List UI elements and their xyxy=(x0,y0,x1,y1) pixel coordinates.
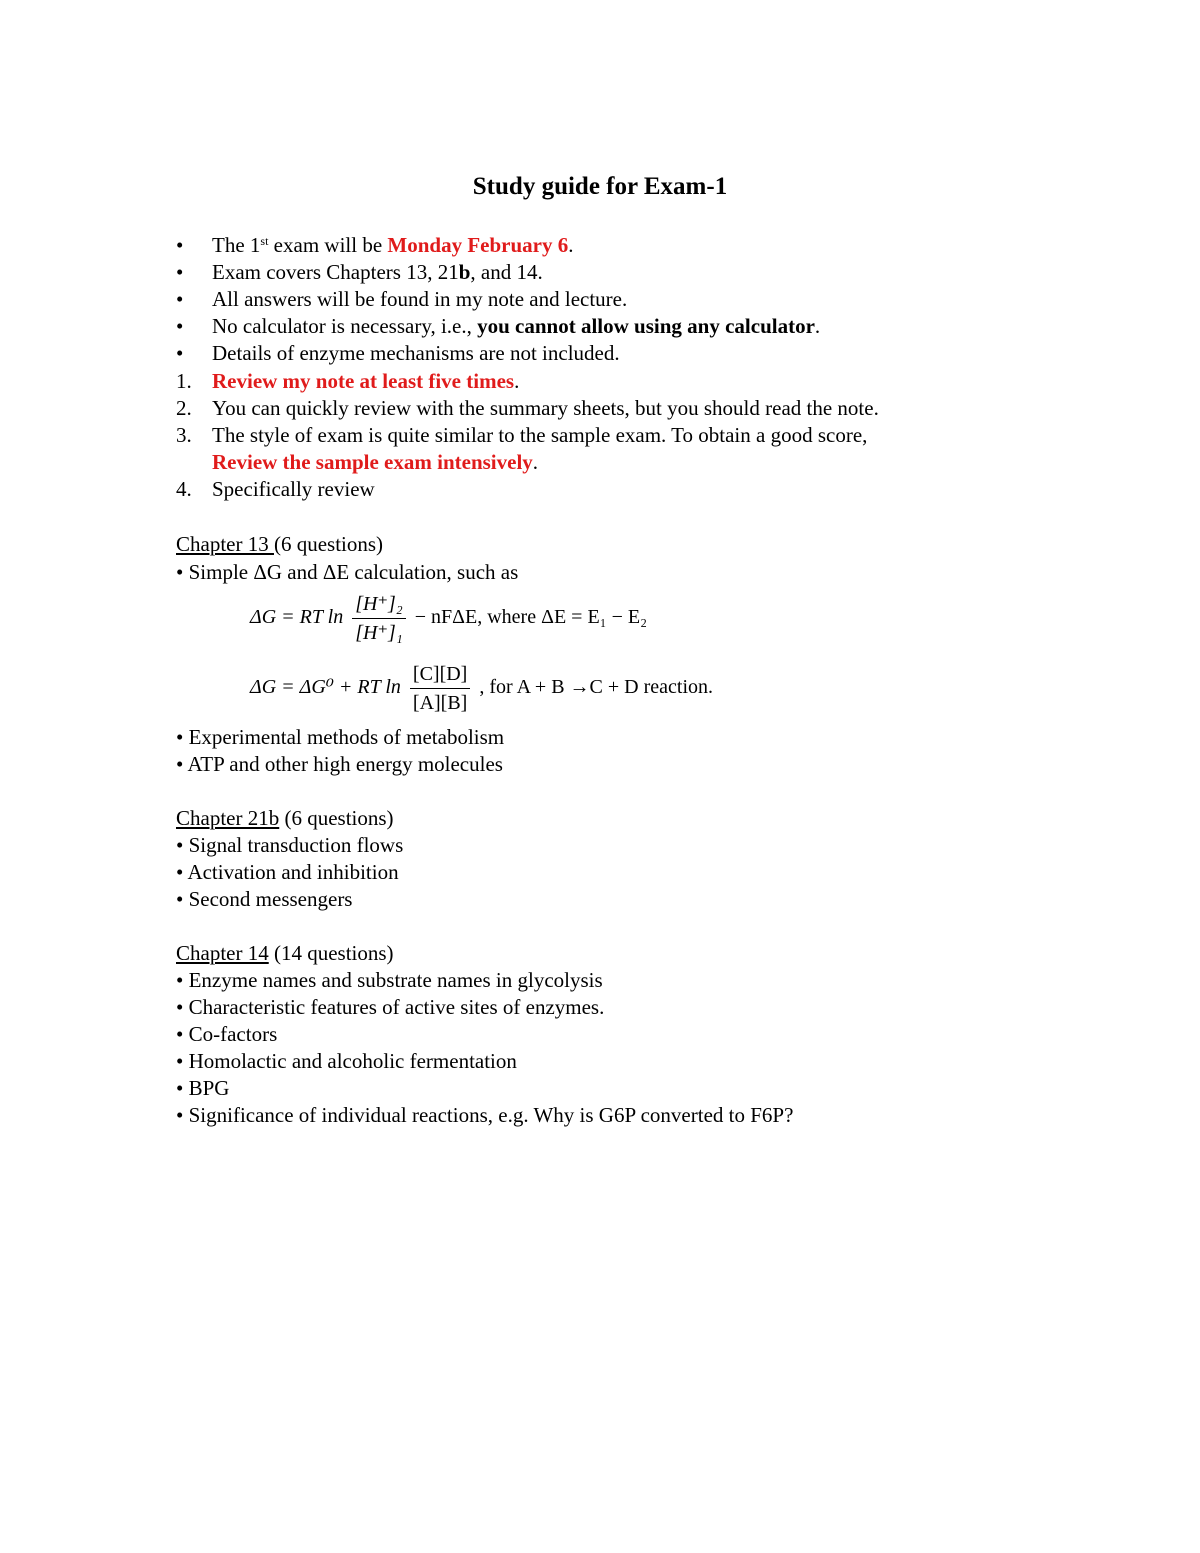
document-page: Study guide for Exam-1 • The 1st exam will be Monday February 6. • Exam covers Chapters 13, 21b, and 14. • All answers will be found in my note and lecture. • No calculator is necessary, i.e., you cannot allow using any calculator. • Details of enzyme mechanisms are not included. 1. Review my note at least five times. 2. You can quickly review with the summary sheets, but you should read the note. 3. The style of exam is quite similar to the sample exam. To obtain a good score, Review the sample exam intensively. 4. Specifically review Chapter 13 (6 questions) • Simple ΔG and ΔE calculation, such as ΔG = RT ln $\frac{\text{[H⁺]₂}}{\text{[H⁺]₁}}$ − nFΔE, where ΔE = E₁ − E₂ ΔG = ΔG⁰ + RT ln $\frac{[C][D]}{[A][B]}$ , for A + B →C + D reaction. • Experimental methods of metabolism • ATP and other high energy molecules Chapter 21b (6 questions) • Signal transduction flows • Activation and inhibition • Second messengers Chapter 14 (14 questions) • Enzyme names and substrate names in glycolysis • Characteristic features of active sites of enzymes. • Co-factors • Homolactic and alcoholic fermentation • BPG • Significance of individual reactions, e.g. Why is G6P converted to F6P? xyxy=(0,0,1200,1553)
chapter-heading: Chapter 21b (6 questions) xyxy=(176,806,394,830)
list-item: • Experimental methods of metabolism xyxy=(176,725,505,749)
bullet-marker: • xyxy=(176,233,184,257)
exam-date: Monday February 6 xyxy=(387,233,569,257)
list-item: • Enzyme names and substrate names in glycolysis xyxy=(176,968,603,992)
list-item: • Homolactic and alcoholic fermentation xyxy=(176,1049,517,1073)
chapter-heading: Chapter 14 (14 questions) xyxy=(176,941,394,965)
page-title: Study guide for Exam-1 xyxy=(472,173,728,200)
list-item: • BPG xyxy=(176,1076,230,1100)
equation-2: ΔG = ΔG⁰ + RT ln $\frac{[C][D]}{[A][B]}$ , for A + B →C + D reaction. xyxy=(250,660,713,717)
chapter-heading: Chapter 13 (6 questions) xyxy=(176,532,384,556)
bullet-marker: • xyxy=(176,314,184,338)
equation-1: ΔG = RT ln $\frac{\text{[H⁺]₂}}{\text{[H⁺]₁}}$ − nFΔE, where ΔE = E₁ − E₂ xyxy=(250,590,647,647)
list-item: • Simple ΔG and ΔE calculation, such as xyxy=(176,560,519,584)
list-item: • Co-factors xyxy=(176,1022,278,1046)
list-item: • Significance of individual reactions, e.g. Why is G6P converted to F6P? xyxy=(176,1103,794,1127)
list-item: • Characteristic features of active sites of enzymes. xyxy=(176,995,605,1019)
bullet-marker: • xyxy=(176,341,184,365)
list-item: • ATP and other high energy molecules xyxy=(176,752,503,776)
list-item: • Second messengers xyxy=(176,887,353,911)
list-item: • Signal transduction flows xyxy=(176,833,404,857)
list-item: • Activation and inhibition xyxy=(176,860,399,884)
bullet-marker: • xyxy=(176,260,184,284)
bullet-marker: • xyxy=(176,287,184,311)
